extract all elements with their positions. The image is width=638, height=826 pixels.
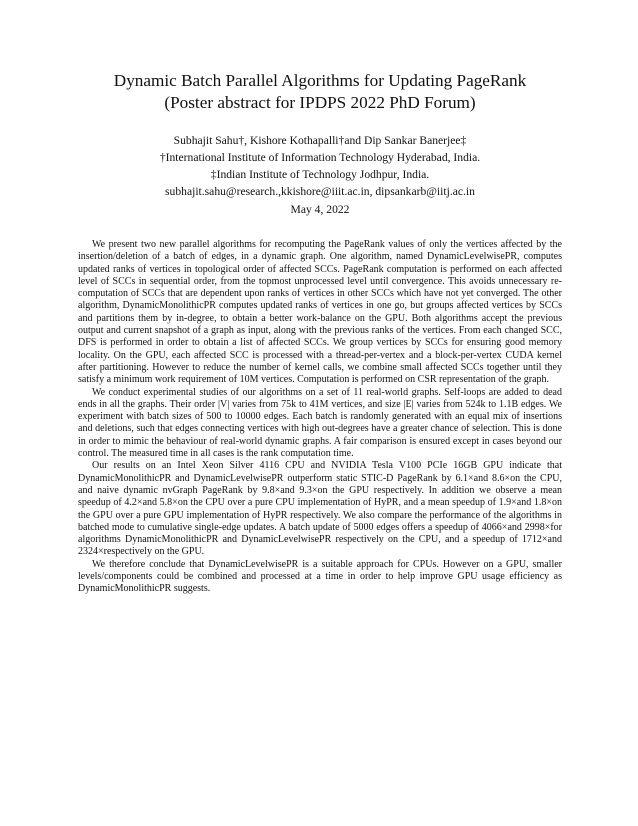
abstract-paragraph-1: We present two new parallel algorithms for recomputing the PageRank values of only the vertices affected by the insertion/deletion of a batch of edges, in a dynamic graph. One algorithm, named DynamicLevelwisePR, computes updated ranks of vertices in topological order of affected SCCs. PageRank computation is performed on each affected level of SCCs in sequential order, from the topmost unprocessed level until convergence. This avoids unnecessary re-computation of SCCs that are dependent upon ranks of vertices in other SCCs which have not yet converged. The other algorithm, DynamicMonolithicPR computes updated ranks of vertices in one go, but groups affected vertices by SCCs and partitions them by in-degree, to obtain a better work-balance on the GPU. Both algorithms accept the previous output and current snapshot of a graph as input, along with the previous ranks of the vertices. From each changed SCC, DFS is performed in order to obtain a list of affected SCCs. We group vertices by SCCs for ensuring good memory locality. On the GPU, each affected SCC is processed with a thread-per-vertex and a block-per-vertex CUDA kernel after partitioning. However to reduce the number of kernel calls, we combine small affected SCCs together until they satisfy a minimum work requirement of 10M vertices. Computation is performed on CSR representation of the graph. <box>78 239 562 386</box>
paper-title <box>78 70 562 114</box>
title-line-2: (Poster abstract for IPDPS 2022 PhD Forum) <box>164 93 476 112</box>
date: May 4, 2022 <box>290 203 350 216</box>
title-line-1: Dynamic Batch Parallel Algorithms for Updating PageRank <box>113 71 527 90</box>
author-block <box>78 132 562 200</box>
affiliation-1: †International Institute of Information Technology Hyderabad, India. <box>159 151 481 164</box>
abstract-paragraph-2: We conduct experimental studies of our algorithms on a set of 11 real-world graphs. Self-loops are added to dead ends in all the graphs. Their order |V| varies from 75k to 41M vertices, and size |E| varies from 524k to 1.1B edges. We experiment with batch sizes of 500 to 10000 edges. Each batch is randomly generated with an equal mix of insertions and deletions, such that edges connecting vertices with high out-degrees have a greater chance of selection. This is done in order to mimic the behaviour of real-world dynamic graphs. A fair comparison is ensured except in cases beyond our control. The measured time in all cases is the rank computation time. <box>78 386 562 460</box>
authors: Subhajit Sahu†, Kishore Kothapalli†and Dip Sankar Banerjee‡ <box>173 134 467 147</box>
abstract <box>78 239 562 596</box>
abstract-paragraph-3: Our results on an Intel Xeon Silver 4116 CPU and NVIDIA Tesla V100 PCIe 16GB GPU indicate that DynamicMonolithicPR and DynamicLevelwisePR outperform static STIC-D PageRank by 6.1×and 8.6×on the CPU, and naive dynamic nvGraph PageRank by 9.8×and 9.3×on the GPU respectively. In addition we observe a mean speedup of 4.2×and 5.8×on the CPU over a pure CPU implementation of HyPR, and a mean speedup of 1.9×and 1.8×on the GPU over a pure GPU implementation of HyPR respectively. We also compare the performance of the algorithms in batched mode to cumulative single-edge updates. A batch update of 5000 edges offers a speedup of 4066×and 2998×for algorithms DynamicMonolithicPR and DynamicLevelwisePR respectively on the CPU, and a speedup of 1712×and 2324×respectively on the GPU. <box>78 460 562 558</box>
emails: subhajit.sahu@research.,kkishore@iiit.ac.in, dipsankarb@iitj.ac.in <box>165 185 475 198</box>
affiliation-2: ‡Indian Institute of Technology Jodhpur, India. <box>210 168 430 181</box>
abstract-paragraph-4: We therefore conclude that DynamicLevelwisePR is a suitable approach for CPUs. However on a GPU, smaller levels/components could be combined and processed at a time in order to help improve GPU usage efficiency as DynamicMonolithicPR suggests. <box>78 558 562 595</box>
